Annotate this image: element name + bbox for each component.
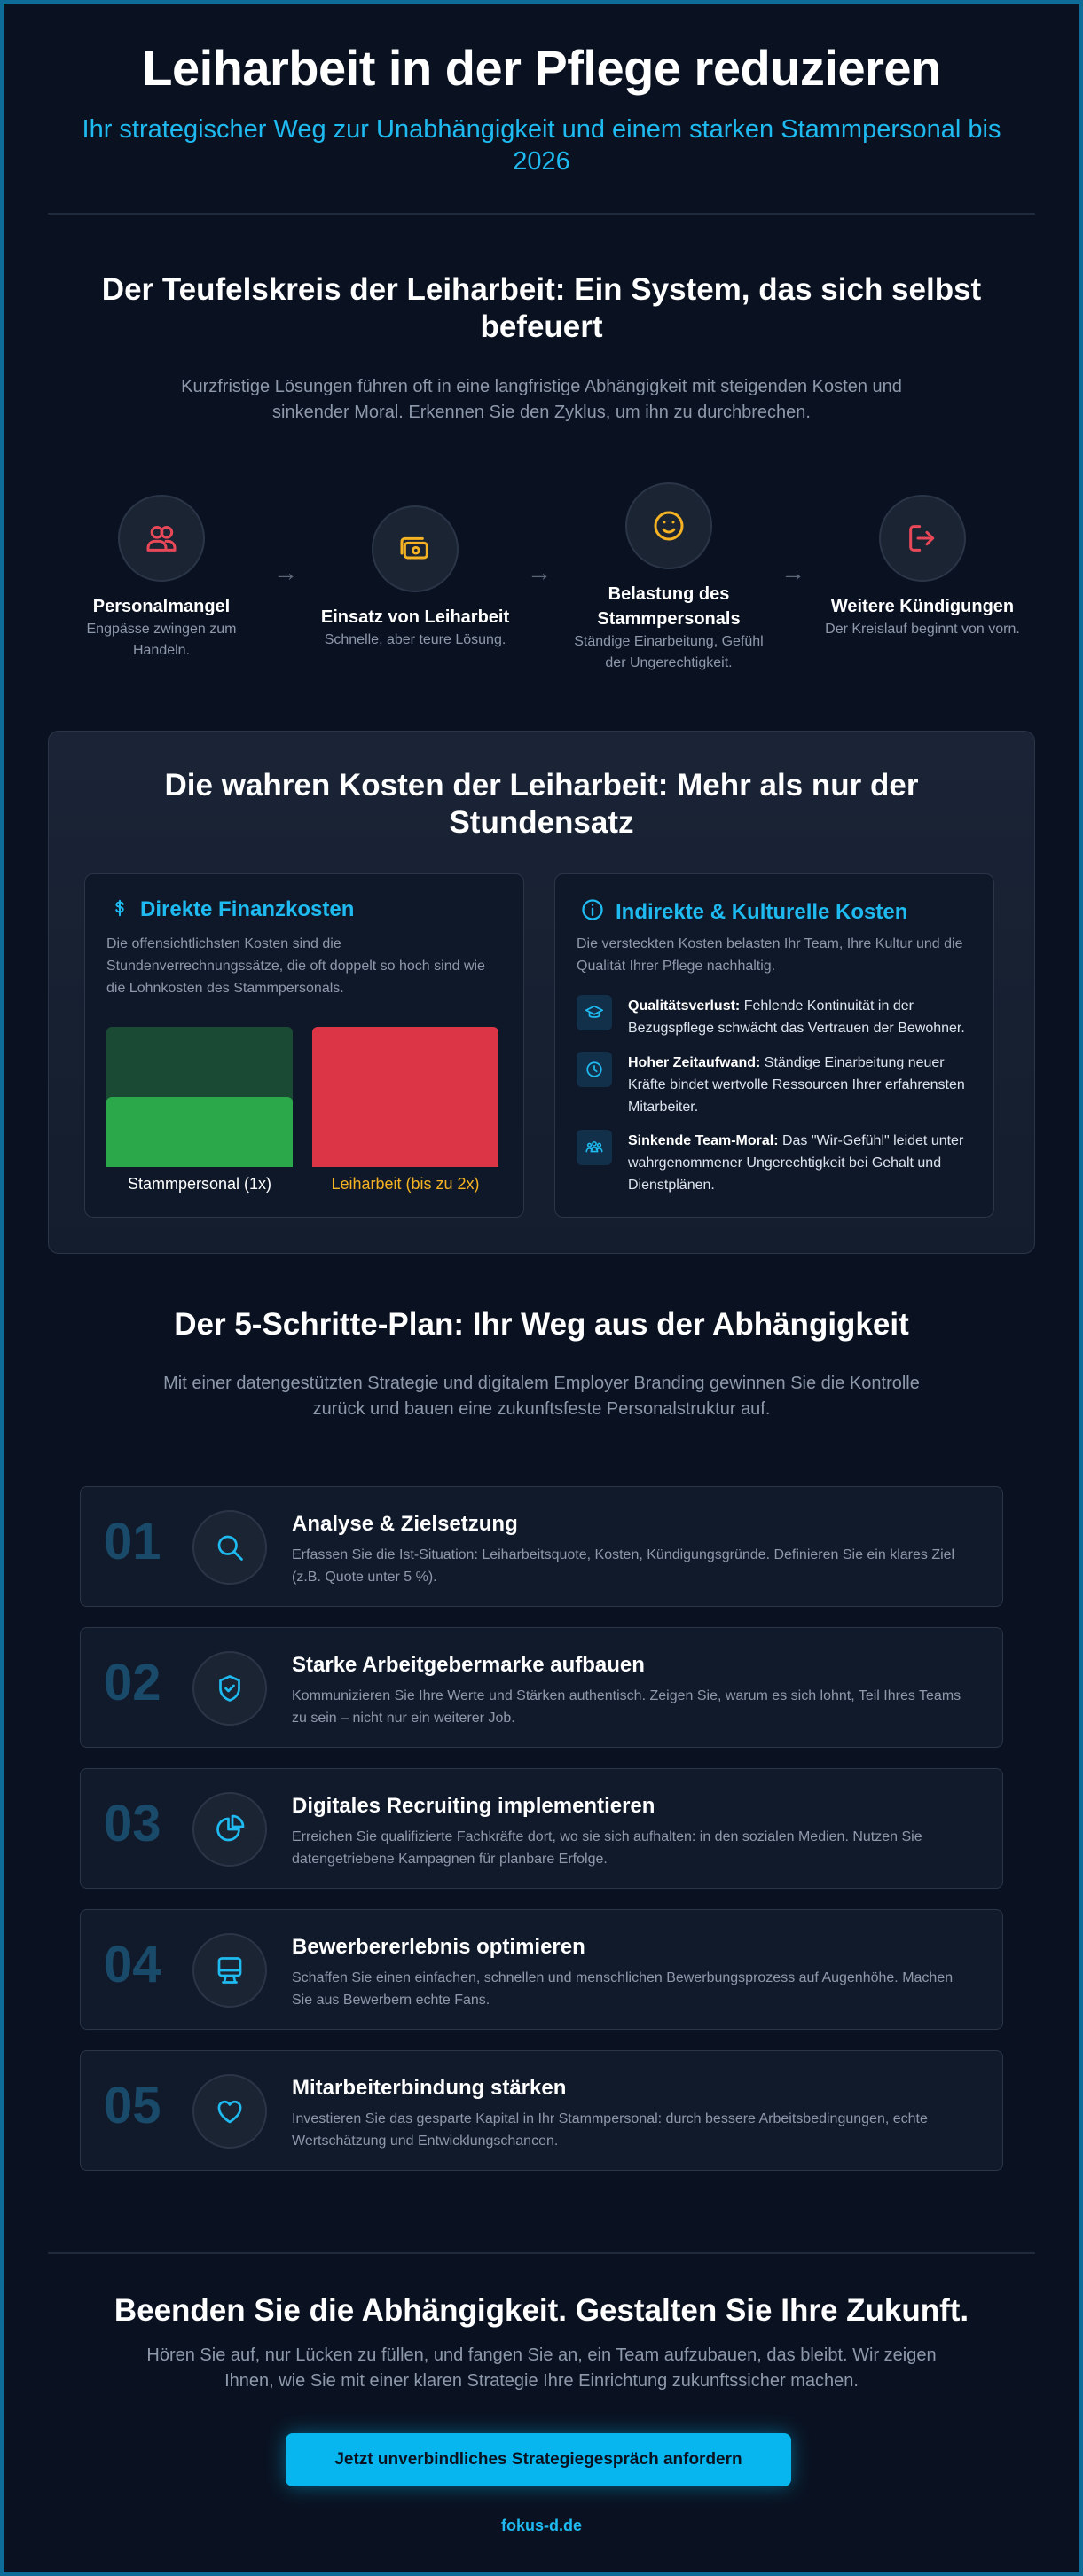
cta-title: Beenden Sie die Abhängigkeit. Gestalten Sie Ihre Zukunft. — [114, 2293, 969, 2328]
costs-panel — [48, 731, 1035, 1254]
cycle-step-kuendigungen — [825, 495, 1020, 640]
pie-chart-icon — [192, 1792, 267, 1867]
step-number: 04 — [104, 1936, 161, 1993]
divider — [48, 2252, 1035, 2254]
graduation-cap-icon — [577, 995, 612, 1030]
plan-step-4 — [80, 1909, 1003, 2030]
step-number: 02 — [104, 1654, 161, 1711]
bar-fill — [312, 1027, 498, 1167]
cycle-step-belastung — [571, 482, 766, 674]
cycle-step-title: Weitere Kündigungen — [830, 597, 1015, 616]
footer-link[interactable]: fokus-d.de — [500, 2517, 582, 2534]
bar-label-stammpersonal: Stammpersonal (1x) — [127, 1175, 272, 1193]
team-icon — [577, 1130, 612, 1165]
cycle-step-title: Belastung des Stammpersonals — [597, 584, 741, 629]
arrow-icon: → — [273, 559, 298, 586]
indirect-item-label: Hoher Zeitaufwand: — [628, 1055, 761, 1070]
step-title: Digitales Recruiting implementieren — [292, 1794, 655, 1818]
cycle-step-leiharbeit — [318, 505, 513, 651]
indirect-item-time — [577, 1052, 974, 1118]
step-desc: Erreichen Sie qualifizierte Fachkräfte dort, wo sie sich aufhalten: in den sozialen Medien. Nutzen Sie datengetriebene Kampagnen für planbare Erfolge. — [292, 1829, 922, 1867]
step-number: 05 — [104, 2077, 161, 2134]
cycle-step-desc: Engpässe zwingen zum Handeln. — [86, 622, 237, 658]
indirect-item-label: Sinkende Team-Moral: — [628, 1133, 779, 1148]
step-title: Starke Arbeitgebermarke aufbauen — [292, 1653, 645, 1677]
cycle-step-desc: Ständige Einarbeitung, Gefühl der Ungerechtigkeit. — [574, 634, 764, 670]
dollar-icon — [110, 898, 129, 922]
page-title: Leiharbeit in der Pflege reduzieren — [142, 40, 941, 96]
step-desc: Erfassen Sie die Ist-Situation: Leiharbeitsquote, Kosten, Kündigungsgründe. Definieren Sie ein klares Ziel (z.B. Quote unter 5 %). — [292, 1547, 955, 1585]
plan-description: Mit einer datengestützten Strategie und digitalem Employer Branding gewinnen Sie die Kontrolle zurück und bauen eine zukunftsfeste Personalstruktur auf. — [163, 1374, 920, 1419]
info-icon — [580, 897, 605, 927]
indirect-costs-desc: Die versteckten Kosten belasten Ihr Team, Ihre Kultur und die Qualität Ihrer Pflege nachhaltig. — [577, 936, 963, 974]
monitor-icon — [192, 1933, 267, 2008]
step-number: 01 — [104, 1513, 161, 1570]
indirect-costs-title: Indirekte & Kulturelle Kosten — [616, 899, 908, 924]
cycle-title: Der Teufelskreis der Leiharbeit: Ein System, das sich selbst befeuert — [101, 272, 982, 344]
arrow-icon: → — [781, 559, 805, 586]
step-title: Bewerbererlebnis optimieren — [292, 1935, 585, 1959]
plan-title: Der 5-Schritte-Plan: Ihr Weg aus der Abhängigkeit — [174, 1307, 909, 1342]
bar-label-leiharbeit: Leiharbeit (bis zu 2x) — [331, 1175, 480, 1193]
bar-leiharbeit — [312, 1027, 498, 1167]
cycle-step-personalmangel — [64, 495, 259, 662]
bar-stammpersonal — [106, 1027, 293, 1167]
indirect-item-label: Qualitätsverlust: — [628, 998, 741, 1014]
step-number: 03 — [104, 1795, 161, 1852]
step-title: Mitarbeiterbindung stärken — [292, 2076, 567, 2100]
page-subtitle: Ihr strategischer Weg zur Unabhängigkeit und einem starken Stammpersonal bis 2026 — [82, 115, 1001, 176]
divider — [48, 213, 1035, 215]
direct-costs-desc: Die offensichtlichsten Kosten sind die Stundenverrechnungssätze, die oft doppelt so hoch sind wie die Lohnkosten des Stammpersonals. — [106, 936, 485, 996]
cycle-step-title: Einsatz von Leiharbeit — [320, 607, 510, 627]
cycle-step-desc: Der Kreislauf beginnt von vorn. — [825, 622, 1020, 637]
users-icon — [118, 495, 205, 582]
heart-icon — [192, 2074, 267, 2149]
bar-fill — [106, 1097, 293, 1167]
page — [4, 4, 1079, 2572]
arrow-icon: → — [527, 559, 552, 586]
step-title: Analyse & Zielsetzung — [292, 1512, 518, 1536]
cycle-step-desc: Schnelle, aber teure Lösung. — [324, 632, 506, 647]
plan-step-3 — [80, 1768, 1003, 1889]
plan-step-5 — [80, 2050, 1003, 2171]
indirect-item-text: Ständige Einarbeitung neuer Kräfte bindet wertvolle Ressourcen Ihrer erfahrensten Mitarbeiter. — [628, 1055, 965, 1115]
shield-check-icon — [192, 1651, 267, 1726]
cost-bar-chart — [106, 1016, 497, 1194]
step-desc: Investieren Sie das gesparte Kapital in Ihr Stammpersonal: durch bessere Arbeitsbedingungen, echte Wertschätzung und Entwicklungschancen. — [292, 2111, 928, 2149]
search-icon — [192, 1510, 267, 1585]
clock-icon — [577, 1052, 612, 1087]
costs-title: Die wahren Kosten der Leiharbeit: Mehr als nur der Stundensatz — [164, 768, 919, 840]
strategy-call-button[interactable]: Jetzt unverbindliches Strategiegespräch anfordern — [286, 2433, 791, 2486]
indirect-item-text: Fehlende Kontinuität in der Bezugspflege schwächt das Vertrauen der Bewohner. — [628, 998, 965, 1036]
logout-icon — [879, 495, 966, 582]
smile-icon — [625, 482, 712, 569]
indirect-costs-card — [554, 873, 994, 1218]
direct-costs-title: Direkte Finanzkosten — [140, 897, 355, 921]
cycle-step-title: Personalmangel — [92, 597, 231, 616]
indirect-item-text: Das "Wir-Gefühl" leidet unter wahrgenommener Ungerechtigkeit bei Gehalt und Dienstplänen. — [628, 1133, 964, 1193]
indirect-item-quality — [577, 995, 974, 1039]
cta-description: Hören Sie auf, nur Lücken zu füllen, und fangen Sie an, ein Team aufzubauen, das bleibt. Wir zeigen Ihnen, wie Sie mit einer klaren Strategie Ihre Einrichtung zukunftssicher machen. — [146, 2345, 937, 2391]
cycle-description: Kurzfristige Lösungen führen oft in eine langfristige Abhängigkeit mit steigenden Kosten und sinkender Moral. Erkennen Sie den Zyklus, um ihn zu durchbrechen. — [181, 377, 902, 422]
direct-costs-card — [84, 873, 524, 1218]
plan-step-2 — [80, 1627, 1003, 1748]
step-desc: Schaffen Sie einen einfachen, schnellen und menschlichen Bewerbungsprozess auf Augenhöhe. Machen Sie aus Bewerbern echte Fans. — [292, 1970, 954, 2008]
money-icon — [372, 505, 459, 592]
indirect-item-morale — [577, 1130, 974, 1196]
plan-step-1 — [80, 1486, 1003, 1607]
step-desc: Kommunizieren Sie Ihre Werte und Stärken authentisch. Zeigen Sie, warum es sich lohnt, Teil Ihres Teams zu sein – nicht nur ein weiterer Job. — [292, 1688, 961, 1726]
